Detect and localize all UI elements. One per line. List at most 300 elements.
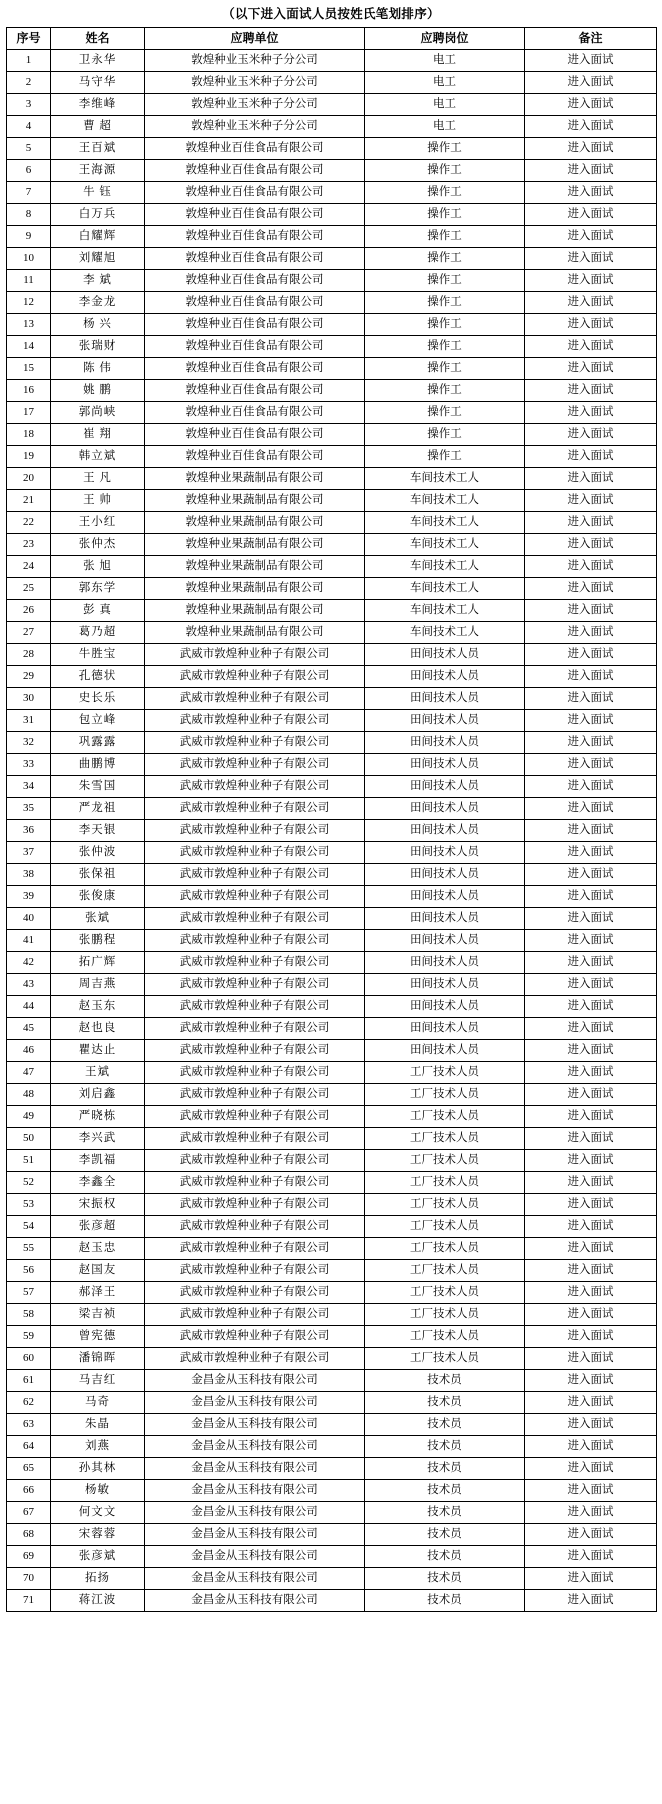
cell-position: 电工 <box>365 116 525 138</box>
cell-index: 39 <box>7 886 51 908</box>
cell-name: 卫永华 <box>51 50 145 72</box>
column-header-position: 应聘岗位 <box>365 28 525 50</box>
cell-position: 技术员 <box>365 1370 525 1392</box>
cell-index: 45 <box>7 1018 51 1040</box>
cell-remark: 进入面试 <box>525 1392 657 1414</box>
cell-remark: 进入面试 <box>525 402 657 424</box>
cell-remark: 进入面试 <box>525 556 657 578</box>
cell-unit: 敦煌种业果蔬制品有限公司 <box>145 512 365 534</box>
cell-name: 张彦斌 <box>51 1546 145 1568</box>
cell-index: 34 <box>7 776 51 798</box>
cell-remark: 进入面试 <box>525 600 657 622</box>
cell-position: 车间技术工人 <box>365 578 525 600</box>
cell-unit: 敦煌种业果蔬制品有限公司 <box>145 534 365 556</box>
cell-position: 田间技术人员 <box>365 996 525 1018</box>
cell-name: 周吉燕 <box>51 974 145 996</box>
table-row <box>7 1304 657 1326</box>
cell-name: 瞿达止 <box>51 1040 145 1062</box>
cell-position: 工厂技术人员 <box>365 1128 525 1150</box>
cell-position: 田间技术人员 <box>365 952 525 974</box>
cell-remark: 进入面试 <box>525 930 657 952</box>
cell-unit: 武威市敦煌种业种子有限公司 <box>145 688 365 710</box>
cell-name: 张 旭 <box>51 556 145 578</box>
cell-remark: 进入面试 <box>525 1238 657 1260</box>
cell-name: 白耀辉 <box>51 226 145 248</box>
cell-remark: 进入面试 <box>525 688 657 710</box>
cell-unit: 武威市敦煌种业种子有限公司 <box>145 1194 365 1216</box>
cell-position: 田间技术人员 <box>365 1018 525 1040</box>
table-row <box>7 556 657 578</box>
cell-remark: 进入面试 <box>525 1524 657 1546</box>
cell-name: 陈 伟 <box>51 358 145 380</box>
table-row <box>7 776 657 798</box>
cell-position: 田间技术人员 <box>365 886 525 908</box>
cell-unit: 敦煌种业果蔬制品有限公司 <box>145 578 365 600</box>
table-row <box>7 72 657 94</box>
cell-position: 电工 <box>365 72 525 94</box>
cell-remark: 进入面试 <box>525 1106 657 1128</box>
table-row <box>7 94 657 116</box>
cell-remark: 进入面试 <box>525 908 657 930</box>
cell-unit: 金昌金从玉科技有限公司 <box>145 1458 365 1480</box>
cell-index: 16 <box>7 380 51 402</box>
table-row <box>7 1370 657 1392</box>
cell-remark: 进入面试 <box>525 292 657 314</box>
cell-name: 牛胜宝 <box>51 644 145 666</box>
cell-name: 王海源 <box>51 160 145 182</box>
cell-remark: 进入面试 <box>525 336 657 358</box>
cell-unit: 敦煌种业果蔬制品有限公司 <box>145 468 365 490</box>
cell-index: 38 <box>7 864 51 886</box>
cell-index: 10 <box>7 248 51 270</box>
cell-unit: 敦煌种业百佳食品有限公司 <box>145 270 365 292</box>
table-row <box>7 622 657 644</box>
cell-name: 李天银 <box>51 820 145 842</box>
cell-unit: 敦煌种业百佳食品有限公司 <box>145 292 365 314</box>
cell-index: 68 <box>7 1524 51 1546</box>
cell-unit: 金昌金从玉科技有限公司 <box>145 1436 365 1458</box>
cell-position: 车间技术工人 <box>365 468 525 490</box>
cell-remark: 进入面试 <box>525 116 657 138</box>
cell-remark: 进入面试 <box>525 226 657 248</box>
cell-unit: 敦煌种业果蔬制品有限公司 <box>145 490 365 512</box>
table-row <box>7 226 657 248</box>
cell-name: 何文文 <box>51 1502 145 1524</box>
cell-index: 41 <box>7 930 51 952</box>
cell-remark: 进入面试 <box>525 1128 657 1150</box>
cell-remark: 进入面试 <box>525 1282 657 1304</box>
cell-index: 1 <box>7 50 51 72</box>
table-row <box>7 666 657 688</box>
column-header-unit: 应聘单位 <box>145 28 365 50</box>
cell-unit: 武威市敦煌种业种子有限公司 <box>145 732 365 754</box>
cell-remark: 进入面试 <box>525 644 657 666</box>
cell-unit: 武威市敦煌种业种子有限公司 <box>145 1348 365 1370</box>
cell-unit: 敦煌种业果蔬制品有限公司 <box>145 556 365 578</box>
cell-remark: 进入面试 <box>525 622 657 644</box>
cell-position: 操作工 <box>365 204 525 226</box>
cell-name: 李鑫全 <box>51 1172 145 1194</box>
cell-unit: 武威市敦煌种业种子有限公司 <box>145 644 365 666</box>
table-row <box>7 50 657 72</box>
table-header <box>7 28 657 50</box>
cell-position: 操作工 <box>365 138 525 160</box>
cell-position: 田间技术人员 <box>365 1040 525 1062</box>
cell-name: 严龙祖 <box>51 798 145 820</box>
cell-name: 郝泽王 <box>51 1282 145 1304</box>
cell-name: 王 帅 <box>51 490 145 512</box>
cell-unit: 武威市敦煌种业种子有限公司 <box>145 930 365 952</box>
page-title: （以下进入面试人员按姓氏笔划排序） <box>222 7 440 21</box>
cell-remark: 进入面试 <box>525 1326 657 1348</box>
cell-position: 工厂技术人员 <box>365 1260 525 1282</box>
table-row <box>7 1150 657 1172</box>
cell-index: 44 <box>7 996 51 1018</box>
cell-unit: 武威市敦煌种业种子有限公司 <box>145 1238 365 1260</box>
cell-remark: 进入面试 <box>525 1590 657 1612</box>
cell-name: 孔德状 <box>51 666 145 688</box>
cell-unit: 金昌金从玉科技有限公司 <box>145 1502 365 1524</box>
table-row <box>7 446 657 468</box>
cell-name: 拓扬 <box>51 1568 145 1590</box>
cell-index: 57 <box>7 1282 51 1304</box>
table-row <box>7 1062 657 1084</box>
cell-unit: 敦煌种业果蔬制品有限公司 <box>145 622 365 644</box>
cell-name: 李金龙 <box>51 292 145 314</box>
table-row <box>7 732 657 754</box>
cell-index: 26 <box>7 600 51 622</box>
cell-index: 51 <box>7 1150 51 1172</box>
cell-index: 15 <box>7 358 51 380</box>
cell-name: 张彦超 <box>51 1216 145 1238</box>
cell-remark: 进入面试 <box>525 1502 657 1524</box>
cell-unit: 敦煌种业百佳食品有限公司 <box>145 358 365 380</box>
cell-remark: 进入面试 <box>525 996 657 1018</box>
cell-remark: 进入面试 <box>525 1458 657 1480</box>
cell-name: 包立峰 <box>51 710 145 732</box>
cell-unit: 金昌金从玉科技有限公司 <box>145 1568 365 1590</box>
cell-index: 27 <box>7 622 51 644</box>
cell-index: 46 <box>7 1040 51 1062</box>
cell-name: 张仲波 <box>51 842 145 864</box>
cell-index: 66 <box>7 1480 51 1502</box>
cell-remark: 进入面试 <box>525 138 657 160</box>
cell-name: 张仲杰 <box>51 534 145 556</box>
cell-unit: 武威市敦煌种业种子有限公司 <box>145 1106 365 1128</box>
cell-position: 技术员 <box>365 1546 525 1568</box>
cell-unit: 敦煌种业玉米种子分公司 <box>145 50 365 72</box>
cell-name: 杨 兴 <box>51 314 145 336</box>
cell-remark: 进入面试 <box>525 490 657 512</box>
cell-remark: 进入面试 <box>525 1040 657 1062</box>
cell-position: 技术员 <box>365 1414 525 1436</box>
cell-index: 5 <box>7 138 51 160</box>
cell-index: 14 <box>7 336 51 358</box>
cell-position: 技术员 <box>365 1458 525 1480</box>
cell-position: 田间技术人员 <box>365 776 525 798</box>
cell-unit: 敦煌种业百佳食品有限公司 <box>145 380 365 402</box>
cell-name: 曲鹏博 <box>51 754 145 776</box>
cell-unit: 武威市敦煌种业种子有限公司 <box>145 1084 365 1106</box>
cell-position: 电工 <box>365 50 525 72</box>
table-row <box>7 930 657 952</box>
cell-remark: 进入面试 <box>525 1568 657 1590</box>
cell-index: 23 <box>7 534 51 556</box>
cell-position: 工厂技术人员 <box>365 1216 525 1238</box>
cell-index: 47 <box>7 1062 51 1084</box>
table-row <box>7 182 657 204</box>
table-row <box>7 1040 657 1062</box>
cell-index: 49 <box>7 1106 51 1128</box>
table-row <box>7 820 657 842</box>
cell-name: 李 斌 <box>51 270 145 292</box>
cell-position: 操作工 <box>365 358 525 380</box>
cell-name: 拓广辉 <box>51 952 145 974</box>
cell-unit: 敦煌种业玉米种子分公司 <box>145 72 365 94</box>
cell-remark: 进入面试 <box>525 1084 657 1106</box>
cell-remark: 进入面试 <box>525 1216 657 1238</box>
cell-position: 田间技术人员 <box>365 798 525 820</box>
table-row <box>7 270 657 292</box>
table-row <box>7 1414 657 1436</box>
table-row <box>7 578 657 600</box>
cell-unit: 武威市敦煌种业种子有限公司 <box>145 1018 365 1040</box>
cell-unit: 武威市敦煌种业种子有限公司 <box>145 1172 365 1194</box>
cell-remark: 进入面试 <box>525 886 657 908</box>
cell-index: 64 <box>7 1436 51 1458</box>
cell-position: 工厂技术人员 <box>365 1172 525 1194</box>
cell-name: 李凯福 <box>51 1150 145 1172</box>
cell-position: 工厂技术人员 <box>365 1106 525 1128</box>
cell-index: 56 <box>7 1260 51 1282</box>
table-row <box>7 1590 657 1612</box>
cell-unit: 武威市敦煌种业种子有限公司 <box>145 1216 365 1238</box>
cell-name: 白万兵 <box>51 204 145 226</box>
cell-position: 车间技术工人 <box>365 512 525 534</box>
cell-index: 9 <box>7 226 51 248</box>
cell-unit: 武威市敦煌种业种子有限公司 <box>145 1150 365 1172</box>
cell-remark: 进入面试 <box>525 864 657 886</box>
cell-index: 22 <box>7 512 51 534</box>
cell-name: 孙其林 <box>51 1458 145 1480</box>
cell-index: 42 <box>7 952 51 974</box>
cell-index: 7 <box>7 182 51 204</box>
cell-position: 工厂技术人员 <box>365 1238 525 1260</box>
cell-name: 牛 钰 <box>51 182 145 204</box>
cell-name: 朱晶 <box>51 1414 145 1436</box>
table-row <box>7 842 657 864</box>
cell-name: 马守华 <box>51 72 145 94</box>
cell-remark: 进入面试 <box>525 1194 657 1216</box>
cell-remark: 进入面试 <box>525 424 657 446</box>
cell-position: 操作工 <box>365 270 525 292</box>
table-header-row <box>7 28 657 50</box>
cell-index: 62 <box>7 1392 51 1414</box>
cell-position: 电工 <box>365 94 525 116</box>
cell-position: 田间技术人员 <box>365 666 525 688</box>
table-body <box>7 50 657 1612</box>
cell-position: 工厂技术人员 <box>365 1348 525 1370</box>
cell-position: 操作工 <box>365 380 525 402</box>
cell-remark: 进入面试 <box>525 732 657 754</box>
cell-position: 操作工 <box>365 424 525 446</box>
cell-unit: 武威市敦煌种业种子有限公司 <box>145 1040 365 1062</box>
cell-name: 张俊康 <box>51 886 145 908</box>
cell-unit: 金昌金从玉科技有限公司 <box>145 1546 365 1568</box>
cell-remark: 进入面试 <box>525 1414 657 1436</box>
cell-unit: 武威市敦煌种业种子有限公司 <box>145 710 365 732</box>
table-row <box>7 864 657 886</box>
cell-name: 王斌 <box>51 1062 145 1084</box>
table-row <box>7 1172 657 1194</box>
cell-name: 宋蓉蓉 <box>51 1524 145 1546</box>
cell-remark: 进入面试 <box>525 314 657 336</box>
cell-index: 36 <box>7 820 51 842</box>
cell-remark: 进入面试 <box>525 380 657 402</box>
cell-name: 蒋江波 <box>51 1590 145 1612</box>
cell-name: 赵也良 <box>51 1018 145 1040</box>
cell-index: 24 <box>7 556 51 578</box>
cell-unit: 敦煌种业百佳食品有限公司 <box>145 182 365 204</box>
cell-name: 曹 超 <box>51 116 145 138</box>
cell-remark: 进入面试 <box>525 204 657 226</box>
cell-index: 37 <box>7 842 51 864</box>
cell-remark: 进入面试 <box>525 446 657 468</box>
cell-remark: 进入面试 <box>525 94 657 116</box>
cell-position: 工厂技术人员 <box>365 1282 525 1304</box>
cell-position: 田间技术人员 <box>365 710 525 732</box>
cell-unit: 武威市敦煌种业种子有限公司 <box>145 1062 365 1084</box>
cell-position: 技术员 <box>365 1568 525 1590</box>
cell-unit: 武威市敦煌种业种子有限公司 <box>145 1282 365 1304</box>
table-row <box>7 1106 657 1128</box>
cell-name: 马奇 <box>51 1392 145 1414</box>
cell-remark: 进入面试 <box>525 578 657 600</box>
cell-unit: 金昌金从玉科技有限公司 <box>145 1370 365 1392</box>
cell-position: 车间技术工人 <box>365 490 525 512</box>
table-row <box>7 1084 657 1106</box>
cell-name: 张瑞财 <box>51 336 145 358</box>
cell-remark: 进入面试 <box>525 1260 657 1282</box>
cell-unit: 武威市敦煌种业种子有限公司 <box>145 886 365 908</box>
cell-position: 车间技术工人 <box>365 556 525 578</box>
table-row <box>7 1436 657 1458</box>
cell-position: 操作工 <box>365 292 525 314</box>
table-row <box>7 600 657 622</box>
cell-index: 17 <box>7 402 51 424</box>
cell-name: 彭 真 <box>51 600 145 622</box>
cell-index: 67 <box>7 1502 51 1524</box>
cell-remark: 进入面试 <box>525 1436 657 1458</box>
table-row <box>7 1282 657 1304</box>
cell-name: 崔 翔 <box>51 424 145 446</box>
table-row <box>7 204 657 226</box>
cell-index: 63 <box>7 1414 51 1436</box>
cell-position: 田间技术人员 <box>365 842 525 864</box>
table-row <box>7 1480 657 1502</box>
cell-unit: 武威市敦煌种业种子有限公司 <box>145 820 365 842</box>
cell-position: 工厂技术人员 <box>365 1062 525 1084</box>
cell-remark: 进入面试 <box>525 50 657 72</box>
cell-remark: 进入面试 <box>525 270 657 292</box>
cell-index: 55 <box>7 1238 51 1260</box>
cell-name: 赵玉忠 <box>51 1238 145 1260</box>
table-row <box>7 754 657 776</box>
table-row <box>7 710 657 732</box>
cell-position: 技术员 <box>365 1524 525 1546</box>
table-row <box>7 1238 657 1260</box>
cell-remark: 进入面试 <box>525 468 657 490</box>
table-row <box>7 292 657 314</box>
cell-name: 韩立斌 <box>51 446 145 468</box>
cell-name: 史长乐 <box>51 688 145 710</box>
cell-remark: 进入面试 <box>525 710 657 732</box>
cell-name: 李维峰 <box>51 94 145 116</box>
column-header-index: 序号 <box>7 28 51 50</box>
cell-index: 65 <box>7 1458 51 1480</box>
table-row <box>7 996 657 1018</box>
cell-index: 13 <box>7 314 51 336</box>
cell-unit: 武威市敦煌种业种子有限公司 <box>145 1326 365 1348</box>
cell-index: 20 <box>7 468 51 490</box>
cell-position: 田间技术人员 <box>365 644 525 666</box>
table-row <box>7 1128 657 1150</box>
cell-remark: 进入面试 <box>525 358 657 380</box>
cell-index: 3 <box>7 94 51 116</box>
cell-remark: 进入面试 <box>525 1304 657 1326</box>
cell-name: 严晓栋 <box>51 1106 145 1128</box>
cell-remark: 进入面试 <box>525 1546 657 1568</box>
table-row <box>7 160 657 182</box>
cell-remark: 进入面试 <box>525 1370 657 1392</box>
cell-position: 车间技术工人 <box>365 622 525 644</box>
cell-unit: 武威市敦煌种业种子有限公司 <box>145 974 365 996</box>
table-row <box>7 1502 657 1524</box>
cell-unit: 金昌金从玉科技有限公司 <box>145 1524 365 1546</box>
table-row <box>7 1458 657 1480</box>
cell-index: 8 <box>7 204 51 226</box>
cell-name: 王小红 <box>51 512 145 534</box>
cell-position: 技术员 <box>365 1436 525 1458</box>
cell-name: 刘启鑫 <box>51 1084 145 1106</box>
cell-index: 69 <box>7 1546 51 1568</box>
cell-index: 6 <box>7 160 51 182</box>
cell-position: 技术员 <box>365 1502 525 1524</box>
table-row <box>7 1546 657 1568</box>
table-row <box>7 886 657 908</box>
cell-index: 60 <box>7 1348 51 1370</box>
cell-name: 张鹏程 <box>51 930 145 952</box>
cell-name: 郭尚峡 <box>51 402 145 424</box>
cell-unit: 武威市敦煌种业种子有限公司 <box>145 908 365 930</box>
table-row <box>7 248 657 270</box>
cell-remark: 进入面试 <box>525 248 657 270</box>
cell-position: 操作工 <box>365 248 525 270</box>
cell-position: 操作工 <box>365 182 525 204</box>
cell-index: 32 <box>7 732 51 754</box>
table-row <box>7 336 657 358</box>
cell-position: 工厂技术人员 <box>365 1326 525 1348</box>
cell-unit: 敦煌种业百佳食品有限公司 <box>145 138 365 160</box>
cell-unit: 敦煌种业果蔬制品有限公司 <box>145 600 365 622</box>
cell-unit: 武威市敦煌种业种子有限公司 <box>145 798 365 820</box>
cell-name: 赵玉东 <box>51 996 145 1018</box>
cell-name: 姚 鹏 <box>51 380 145 402</box>
table-row <box>7 116 657 138</box>
cell-unit: 武威市敦煌种业种子有限公司 <box>145 1304 365 1326</box>
cell-position: 操作工 <box>365 336 525 358</box>
table-row <box>7 138 657 160</box>
